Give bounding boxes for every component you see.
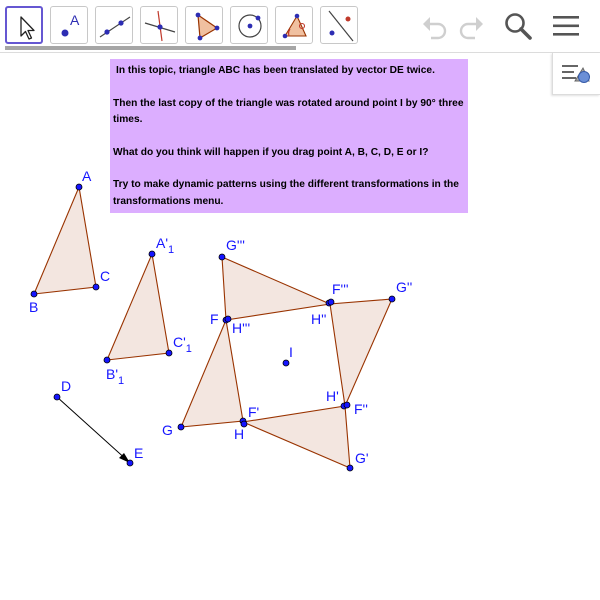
triangle-f2g2h2[interactable] (330, 299, 392, 406)
point-a[interactable] (76, 184, 82, 190)
label-c: C (100, 268, 111, 284)
instructions-textbox[interactable] (110, 59, 468, 213)
vector-de[interactable] (57, 397, 128, 461)
point-i[interactable] (283, 360, 289, 366)
label-g2: G'' (396, 279, 413, 295)
triangle-fgh[interactable] (181, 320, 243, 427)
label-f3: F''' (332, 281, 349, 297)
point-g2[interactable] (389, 296, 395, 302)
label-h3: H''' (232, 320, 251, 336)
label-a: A (82, 168, 92, 184)
point-d[interactable] (54, 394, 60, 400)
label-f1: F' (248, 404, 260, 420)
label-i: I (289, 344, 293, 360)
label-c1: $C'_1$ (173, 334, 192, 355)
label-h: H (234, 426, 245, 442)
label-d: D (61, 378, 72, 394)
label-g: G (162, 422, 173, 438)
point-c1[interactable] (166, 350, 172, 356)
instructions-line-1: In this topic, triangle ABC has been translated by vector DE twice. (116, 65, 435, 76)
point-g3[interactable] (219, 254, 225, 260)
label-b: B (29, 299, 39, 315)
point-e[interactable] (127, 460, 133, 466)
point-a1[interactable] (149, 251, 155, 257)
algebra-view-toggle[interactable] (552, 53, 600, 95)
point-h3[interactable] (225, 316, 231, 322)
triangle-a1b1c1[interactable] (107, 254, 169, 360)
label-f: F (210, 311, 219, 327)
point-b[interactable] (31, 291, 37, 297)
point-b1[interactable] (104, 357, 110, 363)
point-f2[interactable] (344, 402, 350, 408)
triangle-abc[interactable] (34, 187, 96, 294)
label-b1: $B'_1$ (106, 366, 125, 387)
instructions-line-2: Then the last copy of the triangle was rotated around point I by 90° three times. (113, 97, 464, 125)
label-h1: H' (326, 388, 339, 404)
point-g1[interactable] (347, 465, 353, 471)
instructions-line-4: Try to make dynamic patterns using the different transformations in the transformations menu. (113, 179, 459, 207)
label-e: E (134, 445, 144, 461)
label-f2: F'' (354, 401, 368, 417)
point-g[interactable] (178, 424, 184, 430)
label-h2: H'' (311, 311, 327, 327)
label-g1: G' (355, 450, 369, 466)
instructions-line-3: What do you think will happen if you drag point A, B, C, D, E or I? (113, 146, 429, 158)
point-c[interactable] (93, 284, 99, 290)
algebra-view-icon (553, 53, 599, 93)
point-f3[interactable] (328, 299, 334, 305)
label-a1: $A'_1$ (156, 235, 175, 256)
label-g3: G''' (226, 237, 245, 253)
point-tool-label: A (70, 12, 80, 28)
